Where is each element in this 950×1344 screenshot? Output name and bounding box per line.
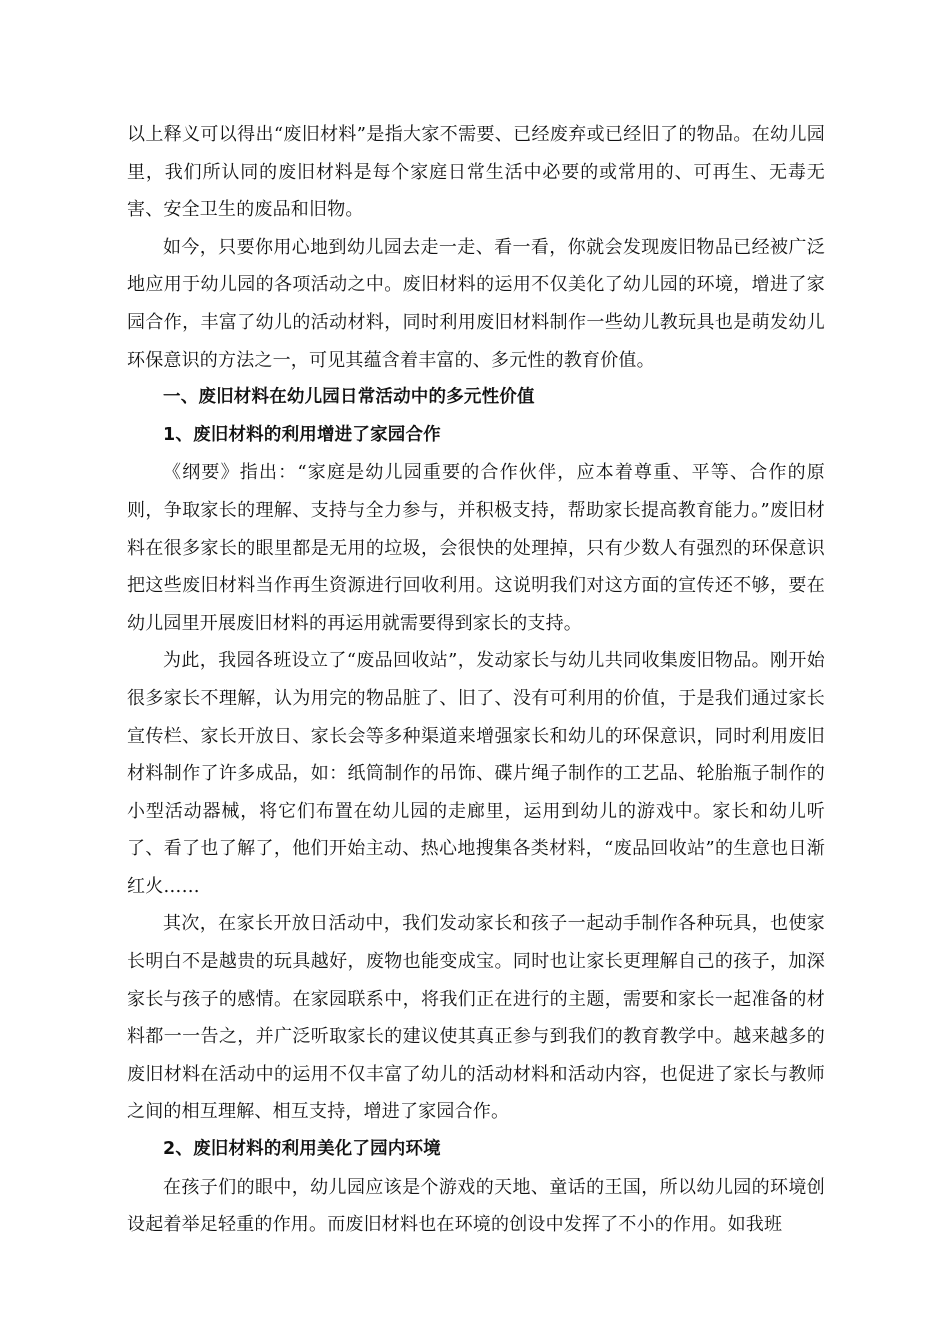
body-paragraph-6: 在孩子们的眼中，幼儿园应该是个游戏的天地、童话的王国，所以幼儿园的环境创设起着举足轻重的作用。而废旧材料也在环境的创设中发挥了不小的作用。如我班 (127, 1176, 825, 1236)
body-paragraph-5: 其次，在家长开放日活动中，我们发动家长和孩子一起动手制作各种玩具，也使家长明白不是越贵的玩具越好，废物也能变成宝。同时也让家长更理解自己的孩子，加深家长与孩子的感情。在家园联系中，将我们正在进行的主题，需要和家长一起准备的材料都一一告之，并广泛听取家长的建议使其真正参与到我们的教育教学中。越来越多的废旧材料在活动中的运用不仅丰富了幼儿的活动材料和活动内容，也促进了家长与教师之间的相互理解、相互支持，增进了家园合作。 (127, 913, 825, 1123)
body-paragraph-3: 《纲要》指出：“家庭是幼儿园重要的合作伙伴，应本着尊重、平等、合作的原则，争取家长的理解、支持与全力参与，并积极支持，帮助家长提高教育能力。”废旧材料在很多家长的眼里都是无用的垃圾，会很快的处理掉，只有少数人有强烈的环保意识把这些废旧材料当作再生资源进行回收利用。这说明我们对这方面的宣传还不够，要在幼儿园里开展废旧材料的再运用就需要得到家长的支持。 (127, 462, 825, 634)
section-heading-1: 一、废旧材料在幼儿园日常活动中的多元性价值 (163, 387, 535, 408)
body-paragraph-2: 如今，只要你用心地到幼儿园去走一走、看一看，你就会发现废旧物品已经被广泛地应用于幼儿园的各项活动之中。废旧材料的运用不仅美化了幼儿园的环境，增进了家园合作，丰富了幼儿的活动材料，同时利用废旧材料制作一些幼儿教玩具也是萌发幼儿环保意识的方法之一，可见其蕴含着丰富的、多元性的教育价值。 (127, 236, 825, 371)
subsection-heading-1: 1、废旧材料的利用增进了家园合作 (163, 424, 441, 445)
body-paragraph-4: 为此，我园各班设立了“废品回收站”，发动家长与幼儿共同收集废旧物品。刚开始很多家长不理解，认为用完的物品脏了、旧了、没有可利用的价值，于是我们通过家长宣传栏、家长开放日、家长会等多种渠道来增强家长和幼儿的环保意识，同时利用废旧材料制作了许多成品，如：纸筒制作的吊饰、碟片绳子制作的工艺品、轮胎瓶子制作的小型活动器械，将它们布置在幼儿园的走廊里，运用到幼儿的游戏中。家长和幼儿听了、看了也了解了，他们开始主动、热心地搜集各类材料，“废品回收站”的生意也日渐红火…… (127, 650, 825, 897)
body-paragraph-1: 以上释义可以得出“废旧材料”是指大家不需要、已经废弃或已经旧了的物品。在幼儿园里，我们所认同的废旧材料是每个家庭日常生活中必要的或常用的、可再生、无毒无害、安全卫生的废品和旧物。 (127, 124, 825, 221)
document-body (127, 116, 825, 1244)
subsection-heading-2: 2、废旧材料的利用美化了园内环境 (163, 1139, 441, 1160)
